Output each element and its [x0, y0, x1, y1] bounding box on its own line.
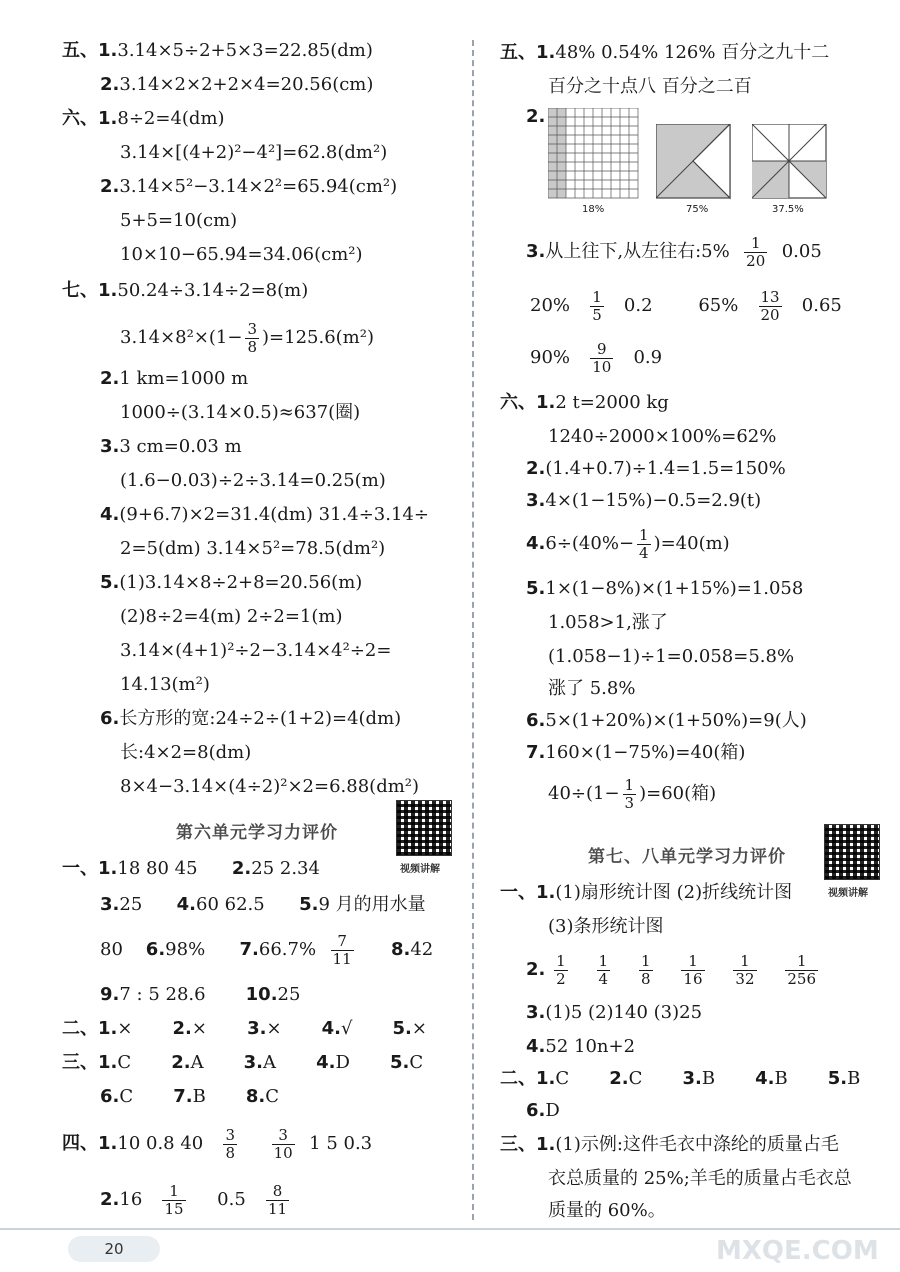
question-number: 6.: [526, 710, 546, 731]
answer-line: [526, 490, 761, 512]
answer-line: [530, 338, 662, 378]
qr-label: 视频讲解: [400, 864, 440, 875]
answer-text: 42: [410, 939, 434, 960]
numerator: 8: [266, 1183, 289, 1201]
answer-text: (1)扇形统计图 (2)折线统计图: [555, 882, 793, 903]
denominator: 20: [746, 251, 766, 270]
numerator: 1: [598, 951, 609, 970]
question-number: 5.: [392, 1018, 412, 1039]
answer-line: [526, 578, 803, 600]
answer-line: [62, 858, 320, 880]
hundred-grid-diagram: [548, 108, 644, 204]
fraction: [590, 341, 613, 376]
answer-text: A: [263, 1052, 277, 1073]
answer-text: 160×(1−75%)=40(箱): [545, 742, 746, 763]
answer-text: 98%: [165, 939, 206, 960]
fraction: [223, 1127, 237, 1162]
answer-line: [500, 882, 792, 904]
answer-text: )=40(m): [653, 533, 730, 554]
denominator: 3: [624, 793, 635, 812]
numerator: 1: [785, 953, 818, 971]
answer-text: )=125.6(m²): [262, 327, 374, 348]
answer-text: (9+6.7)×2=31.4(dm) 31.4÷3.14÷: [119, 504, 429, 525]
answer-line: [62, 108, 225, 130]
answer-line: [500, 1134, 839, 1156]
answer-line: [100, 176, 397, 198]
answer-text: 3.14×5²−3.14×2²=65.94(cm²): [119, 176, 398, 197]
question-number: 六、1.: [500, 392, 556, 413]
answer-text: 40÷(1−: [548, 783, 620, 804]
question-number: 2.: [100, 74, 120, 95]
answer-text: 0.2: [623, 295, 653, 316]
division-lines: [752, 124, 826, 198]
answer-line: [62, 1018, 427, 1040]
answer-line: (1.6−0.03)÷2÷3.14=0.25(m): [120, 470, 386, 491]
answer-text: 50.24÷3.14÷2=8(m): [117, 280, 309, 301]
denominator: 11: [267, 1199, 288, 1218]
question-number: 2.: [100, 176, 120, 197]
section-title: 第七、八单元学习力评价: [588, 847, 786, 867]
question-number: 2.: [231, 858, 252, 879]
question-number: 5.: [299, 894, 319, 915]
answer-text: C: [265, 1086, 280, 1107]
question-number: 五、1.: [62, 40, 118, 61]
numerator: 13: [760, 287, 780, 306]
section-title: 第六单元学习力评价: [176, 823, 338, 843]
answer-text: A: [190, 1052, 204, 1073]
answer-line: 5+5=10(cm): [120, 210, 238, 231]
answer-line: [100, 984, 300, 1006]
answer-text: (1)3.14×8÷2+8=20.56(m): [119, 572, 363, 593]
qr-code[interactable]: [824, 824, 880, 880]
watermark: MXQE.COM: [716, 1236, 879, 1266]
question-number: 三、1.: [500, 1134, 556, 1155]
numerator: 1: [733, 953, 756, 971]
answer-line: 2=5(dm) 3.14×5²=78.5(dm²): [120, 538, 386, 559]
question-number: 6.: [100, 708, 120, 729]
answer-text: 25: [277, 984, 301, 1005]
answer-text: 0.5: [217, 1189, 246, 1210]
fraction: [623, 777, 637, 812]
question-number: 3.: [247, 1018, 267, 1039]
answer-text: 18 80 45: [117, 858, 198, 879]
answer-line: [526, 742, 745, 764]
numerator: 3: [272, 1127, 295, 1145]
answer-text: 16: [119, 1189, 143, 1210]
answer-line: [526, 524, 730, 564]
answer-text: 3.14×5÷2+5×3=22.85(dm): [117, 40, 373, 61]
denominator: 8: [640, 969, 651, 988]
answer-text: √: [340, 1018, 353, 1039]
numerator: 3: [225, 1125, 235, 1144]
fraction: [590, 289, 604, 324]
numerator: 7: [331, 933, 354, 951]
diagram-label: 18%: [582, 204, 605, 215]
answer-text: 25: [119, 894, 143, 915]
answer-line: 1000÷(3.14×0.5)≈637(圈): [120, 402, 361, 423]
answer-line: [100, 74, 373, 96]
answer-text: C: [555, 1068, 570, 1089]
qr-label: 视频讲解: [828, 888, 868, 899]
fraction: [637, 527, 651, 562]
question-number: 10.: [245, 984, 278, 1005]
answer-line: 10×10−65.94=34.06(cm²): [120, 244, 363, 265]
question-number: 7.: [526, 742, 546, 763]
answer-text: 0.65: [801, 295, 842, 316]
square-octant-diagram: [752, 124, 832, 204]
answer-text: 0.05: [781, 241, 822, 262]
answer-text: 25 2.34: [251, 858, 320, 879]
answer-text: 20%: [530, 295, 571, 316]
answer-text: B: [774, 1068, 788, 1089]
question-number: 9.: [100, 984, 120, 1005]
answer-text: 60 62.5: [196, 894, 265, 915]
answer-text: 3.14×8²×(1−: [120, 327, 243, 348]
denominator: 2: [556, 969, 566, 988]
answer-text: 2 t=2000 kg: [555, 392, 669, 413]
spacer: [656, 959, 679, 980]
answer-line: (1.058−1)÷1=0.058=5.8%: [548, 646, 795, 667]
answer-line: [100, 708, 401, 730]
answer-text: C: [119, 1086, 134, 1107]
question-number: 二、1.: [500, 1068, 556, 1089]
question-number: 4.: [176, 894, 196, 915]
fraction: [785, 953, 818, 988]
answer-text: 66.7%: [258, 939, 317, 960]
answer-text: 65%: [698, 295, 739, 316]
denominator: 8: [247, 337, 258, 356]
spacer: [708, 959, 731, 980]
denominator: 10: [273, 1143, 293, 1162]
question-number: 8.: [390, 939, 411, 960]
question-number: 2.: [100, 1189, 120, 1210]
question-number: 一、1.: [62, 858, 118, 879]
question-number: 四、1.: [62, 1133, 118, 1154]
answer-line: [100, 1086, 279, 1108]
answer-text: ×: [411, 1018, 427, 1039]
answer-line: [100, 930, 433, 970]
answer-line: [530, 286, 842, 326]
numerator: 1: [681, 953, 704, 971]
answer-line: [526, 710, 807, 732]
answer-line: [526, 232, 822, 272]
answer-text: B: [847, 1068, 861, 1089]
question-number: 5.: [827, 1068, 848, 1089]
answer-text: (1.4+0.7)÷1.4=1.5=150%: [545, 458, 786, 479]
fraction: [639, 953, 653, 988]
answer-text: D: [335, 1052, 350, 1073]
question-number: 5.: [100, 572, 120, 593]
question-number: 2.: [609, 1068, 629, 1089]
answer-text: 1 km=1000 m: [119, 368, 249, 389]
question-number: 3.: [100, 436, 120, 457]
answer-line: [526, 1002, 702, 1024]
answer-line: 14.13(m²): [120, 674, 210, 695]
question-number: 6.: [526, 1100, 546, 1121]
question-number: 3.: [682, 1068, 702, 1089]
answer-line: 长:4×2=8(dm): [120, 742, 252, 763]
answer-line: [62, 280, 308, 302]
answer-line: 衣总质量的 25%;羊毛的质量占毛衣总: [548, 1168, 852, 1189]
answer-line: 1240÷2000×100%=62%: [548, 426, 777, 447]
fraction: [266, 1183, 289, 1218]
answer-line: [100, 368, 248, 390]
numerator: 1: [556, 951, 566, 970]
question-number: 二、1.: [62, 1018, 118, 1039]
fraction: [554, 953, 568, 988]
denominator: 15: [164, 1199, 184, 1218]
answer-line: 百分之十点八 百分之二百: [548, 76, 752, 97]
question-number: 一、1.: [500, 882, 556, 903]
answer-line: 质量的 60%。: [548, 1200, 666, 1221]
fraction: [759, 289, 782, 324]
spacer: [545, 959, 551, 980]
answer-text: 长方形的宽:24÷2÷(1+2)=4(dm): [119, 708, 402, 729]
question-number: 五、1.: [500, 42, 556, 63]
numerator: 1: [744, 235, 767, 253]
fraction: [597, 953, 611, 988]
denominator: 4: [639, 543, 649, 562]
fraction: [681, 953, 704, 988]
question-number: 7.: [173, 1086, 193, 1107]
answer-line: [548, 774, 716, 814]
denominator: 10: [592, 357, 612, 376]
answer-text: 从上往下,从左往右:5%: [545, 241, 730, 262]
question-number: 三、1.: [62, 1052, 118, 1073]
answer-line: [100, 894, 426, 916]
answer-line: [500, 42, 829, 64]
denominator: 32: [735, 969, 755, 988]
answer-text: ×: [117, 1018, 133, 1039]
answer-line: [120, 318, 374, 358]
question-number: 2.: [172, 1018, 192, 1039]
question-number: 5.: [389, 1052, 410, 1073]
question-number: 3.: [243, 1052, 264, 1073]
denominator: 16: [683, 969, 703, 988]
numerator: 1: [640, 951, 651, 970]
answer-line: 涨了 5.8%: [548, 678, 636, 699]
question-number: 5.: [526, 578, 546, 599]
answer-text: 8÷2=4(dm): [117, 108, 225, 129]
numerator: 1: [162, 1183, 185, 1201]
answer-text: (1)5 (2)140 (3)25: [545, 1002, 703, 1023]
spacer: [613, 959, 636, 980]
answer-text: (1)示例:这件毛衣中涤纶的质量占毛: [555, 1134, 839, 1155]
answer-text: 3 cm=0.03 m: [119, 436, 242, 457]
spacer: [760, 959, 783, 980]
question-number: 4.: [321, 1018, 341, 1039]
answer-text: 52 10n+2: [545, 1036, 636, 1057]
answer-text: ×: [191, 1018, 207, 1039]
denominator: 5: [592, 305, 602, 324]
page-number: 20: [68, 1236, 160, 1262]
fraction: [162, 1183, 185, 1218]
answer-line: (2)8÷2=4(m) 2÷2=1(m): [120, 606, 343, 627]
qr-code[interactable]: [396, 800, 452, 856]
answer-line: [100, 504, 429, 526]
denominator: 256: [787, 969, 817, 988]
question-number: 2.: [526, 106, 546, 127]
answer-text: 90%: [530, 347, 571, 368]
answer-line: [100, 572, 362, 594]
answer-text: C: [628, 1068, 643, 1089]
column-divider: [472, 40, 474, 1220]
numerator: 1: [639, 525, 649, 544]
answer-text: D: [545, 1100, 560, 1121]
numerator: 3: [247, 319, 258, 338]
fraction: [331, 933, 354, 968]
answer-line: [100, 1180, 292, 1220]
answer-line: [100, 436, 242, 458]
footer-rule: [0, 1228, 900, 1230]
question-number: 7.: [239, 939, 259, 960]
answer-line: (3)条形统计图: [548, 916, 664, 937]
denominator: 4: [598, 969, 609, 988]
question-number: 6.: [145, 939, 166, 960]
answer-text: 6÷(40%−: [545, 533, 635, 554]
question-number: 3.: [526, 1002, 546, 1023]
denominator: 20: [760, 305, 780, 324]
answer-line: [500, 392, 669, 414]
answer-line: [526, 1100, 560, 1122]
denominator: 8: [225, 1143, 235, 1162]
question-number: 六、1.: [62, 108, 118, 129]
answer-text: 10 0.8 40: [117, 1133, 204, 1154]
answer-text: 0.9: [633, 347, 663, 368]
answer-line: [526, 1036, 635, 1058]
fraction: [272, 1127, 295, 1162]
question-number: 2.: [171, 1052, 191, 1073]
answer-text: ×: [266, 1018, 282, 1039]
question-number: 6.: [100, 1086, 120, 1107]
fraction: [744, 235, 767, 270]
answer-line: [62, 1052, 423, 1074]
answer-text: 9 月的用水量: [318, 894, 426, 915]
answer-text: 5×(1+20%)×(1+50%)=9(人): [545, 710, 807, 731]
diagram-label: 75%: [686, 204, 709, 215]
answer-line: [526, 950, 821, 990]
fraction: [245, 321, 259, 356]
spacer: [571, 959, 594, 980]
square-triangle-diagram: [656, 124, 736, 204]
answer-text: 3.14×2×2+2×4=20.56(cm): [119, 74, 374, 95]
answer-line: [62, 40, 373, 62]
answer-line: 8×4−3.14×(4÷2)²×2=6.88(dm²): [120, 776, 420, 797]
question-number: 4.: [100, 504, 120, 525]
answer-line: [526, 458, 786, 480]
question-number: 3.: [526, 490, 546, 511]
question-number: 4.: [755, 1068, 775, 1089]
question-number: 2.: [526, 458, 546, 479]
answer-text: 1 5 0.3: [309, 1133, 373, 1154]
question-number: 2.: [100, 368, 120, 389]
answer-text: 7 : 5 28.6: [119, 984, 206, 1005]
numerator: 1: [592, 287, 602, 306]
diagram-label: 37.5%: [772, 204, 804, 215]
question-number: 8.: [245, 1086, 266, 1107]
question-number: 4.: [526, 1036, 546, 1057]
answer-line: 3.14×[(4+2)²−4²]=62.8(dm²): [120, 142, 388, 163]
answer-text: B: [192, 1086, 206, 1107]
answer-line: [500, 1068, 860, 1090]
answer-text: 80: [100, 939, 123, 960]
denominator: 11: [332, 949, 352, 968]
numerator: 1: [624, 775, 635, 794]
fraction: [733, 953, 756, 988]
answer-line: [62, 1124, 372, 1164]
numerator: 9: [590, 341, 613, 359]
answer-text: B: [701, 1068, 716, 1089]
answer-text: )=60(箱): [639, 783, 717, 804]
question-number: 4.: [526, 533, 546, 554]
answer-text: C: [409, 1052, 424, 1073]
answer-text: C: [117, 1052, 132, 1073]
answer-line: [526, 106, 545, 128]
answer-line: 3.14×(4+1)²÷2−3.14×4²÷2=: [120, 640, 392, 661]
question-number: 4.: [316, 1052, 336, 1073]
question-number: 3.: [100, 894, 120, 915]
question-number: 2.: [526, 959, 546, 980]
question-number: 3.: [526, 241, 546, 262]
answer-text: 1×(1−8%)×(1+15%)=1.058: [545, 578, 804, 599]
answer-line: 1.058>1,涨了: [548, 612, 668, 633]
answer-text: 48% 0.54% 126% 百分之九十二: [555, 42, 830, 63]
question-number: 七、1.: [62, 280, 118, 301]
answer-text: 4×(1−15%)−0.5=2.9(t): [545, 490, 762, 511]
